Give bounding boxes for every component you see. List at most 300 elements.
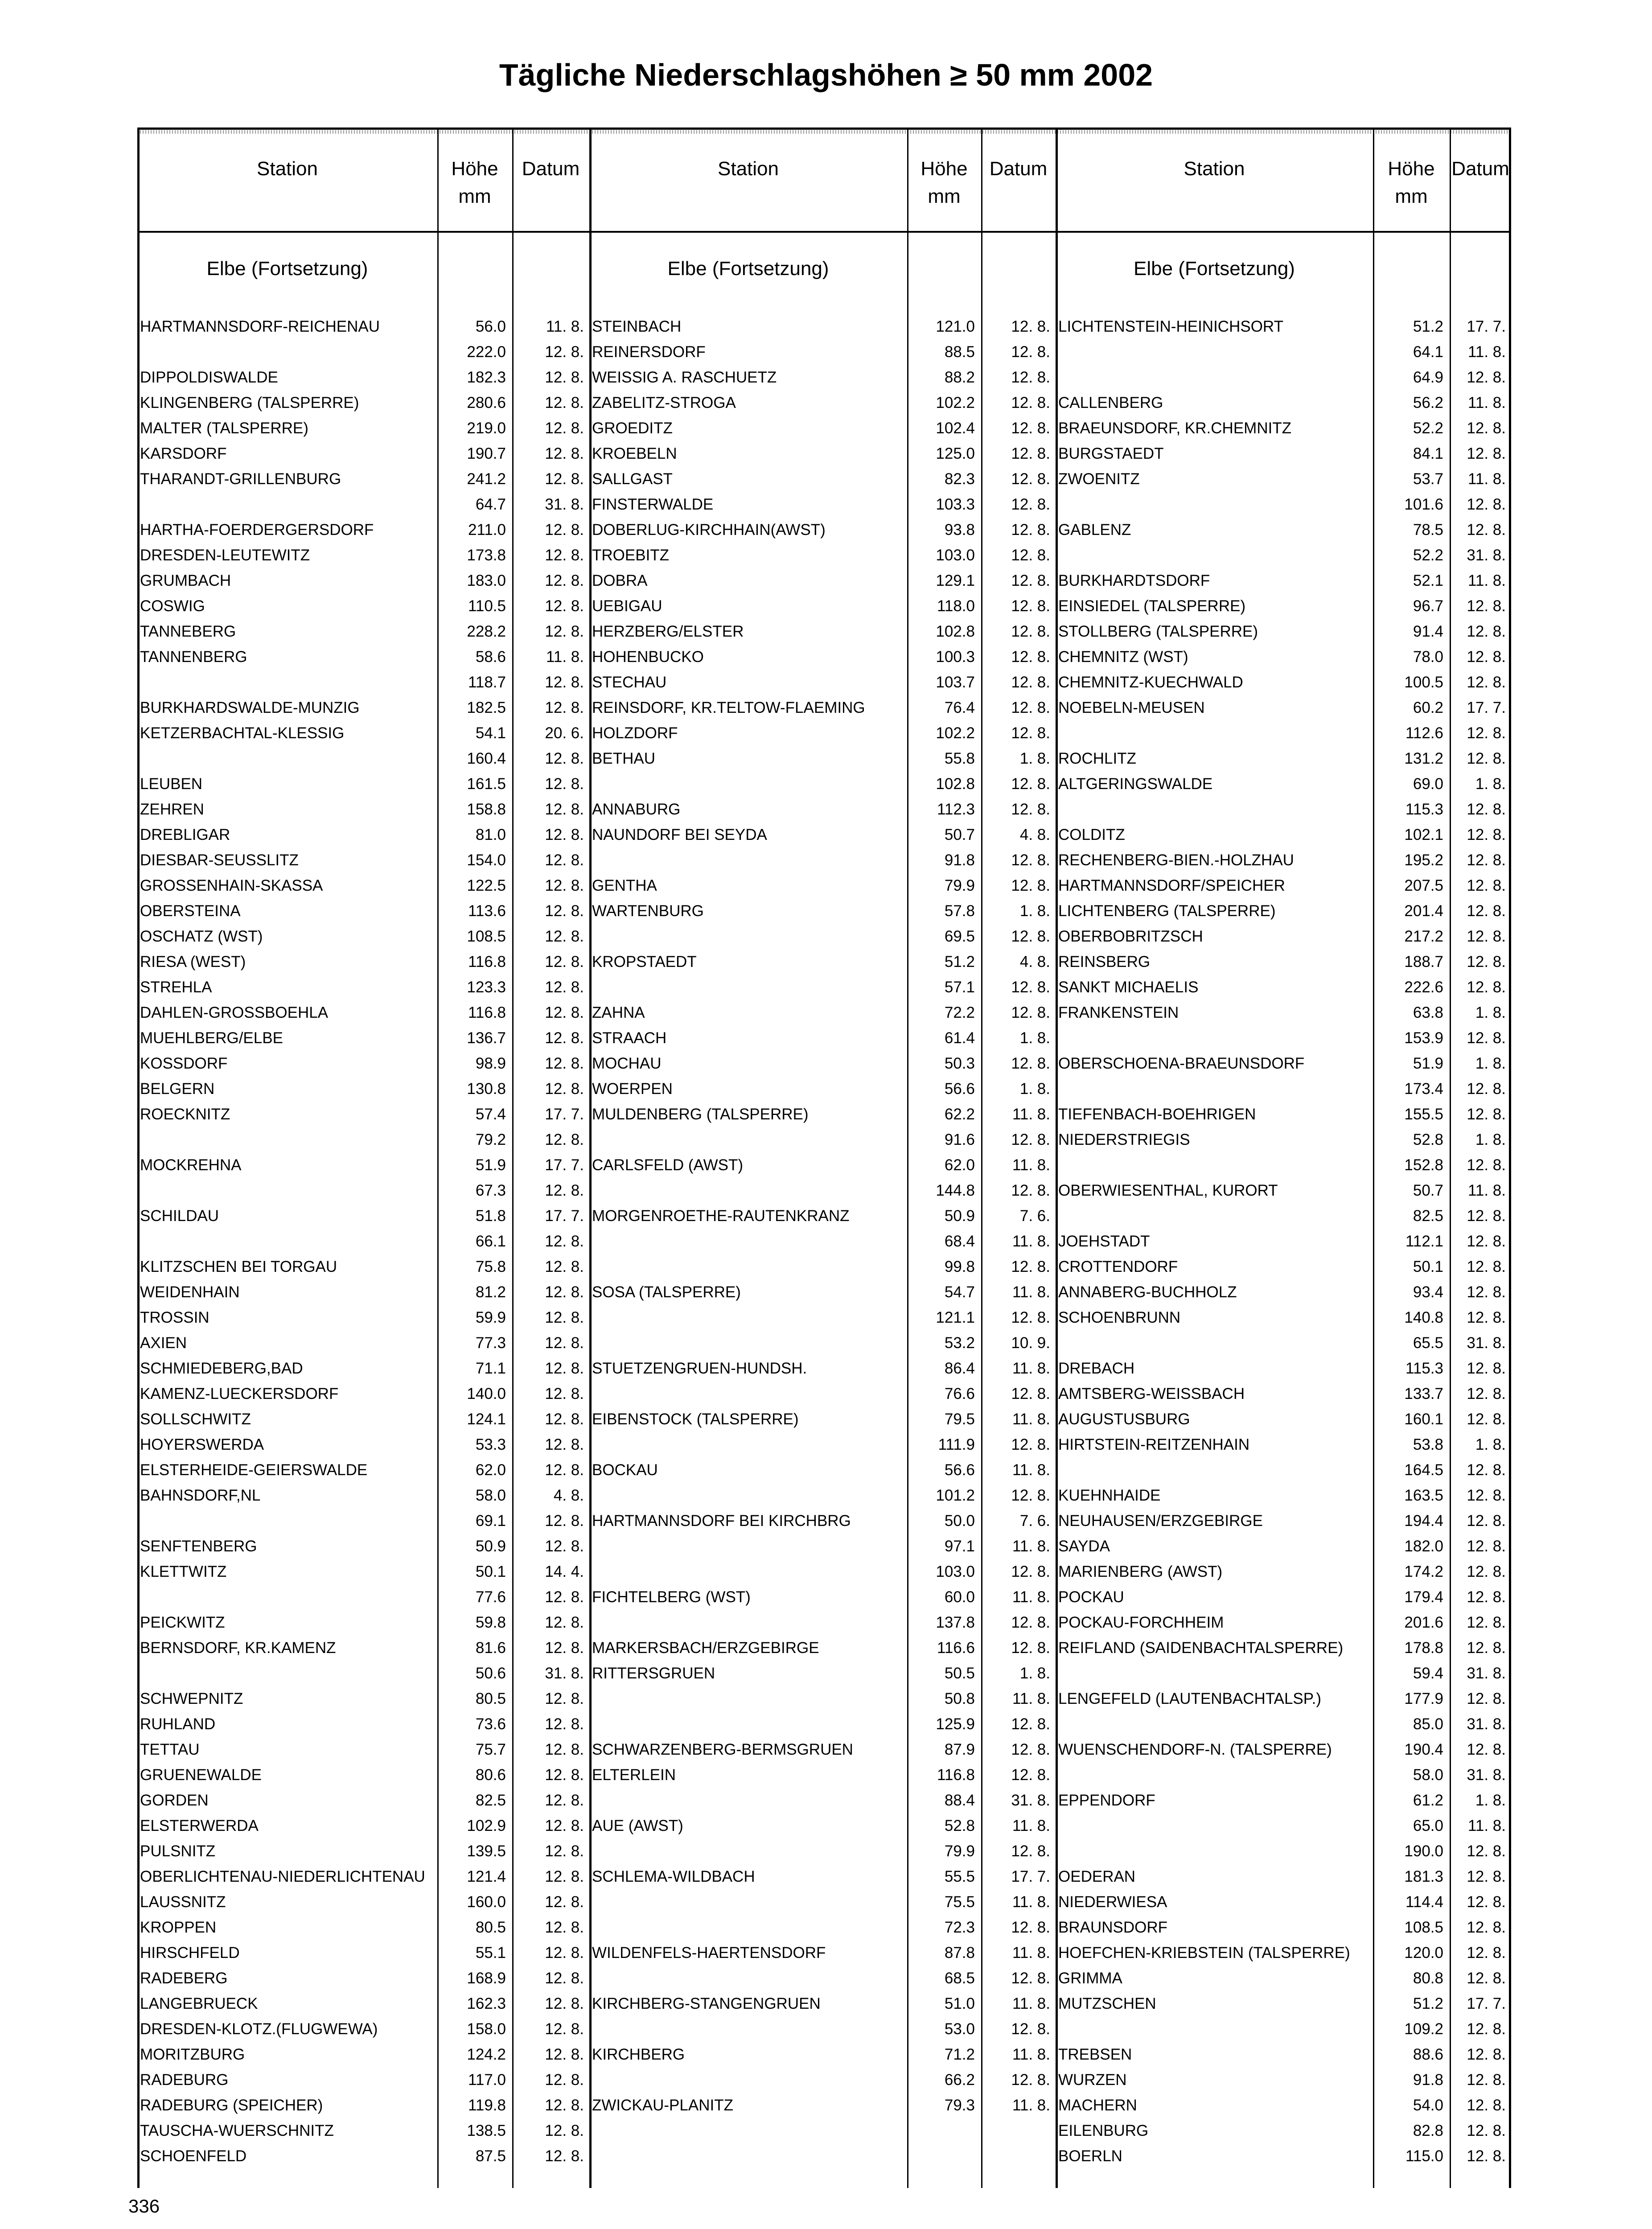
table-row [589, 1889, 1056, 1915]
date-value: 12. 8. [1467, 851, 1506, 869]
precipitation-value: 154.0 [467, 851, 506, 869]
precipitation-value: 116.6 [937, 1639, 975, 1657]
station-name: ZWOENITZ [1058, 470, 1140, 488]
station-name: SOSA (TALSPERRE) [592, 1283, 741, 1301]
date-value: 12. 8. [1011, 648, 1050, 666]
date-value: 4. 8. [553, 1487, 584, 1504]
station-name: NEUHAUSEN/ERZGEBIRGE [1058, 1512, 1263, 1530]
station-name: REIFLAND (SAIDENBACHTALSPERRE) [1058, 1639, 1344, 1657]
precipitation-value: 103.0 [936, 1563, 975, 1580]
date-value: 11. 8. [1012, 1156, 1050, 1174]
table-row [137, 1838, 589, 1864]
table-row [589, 1203, 1056, 1229]
station-name: BOERLN [1058, 2147, 1122, 2165]
table-row [137, 1178, 589, 1203]
station-name: UEBIGAU [592, 597, 662, 615]
table-row [589, 873, 1056, 898]
table-row [589, 1737, 1056, 1762]
station-name: TROEBITZ [592, 547, 670, 564]
date-value: 11. 8. [546, 648, 584, 666]
table-row [1056, 2042, 1509, 2067]
table-row [1056, 1686, 1509, 1711]
table-row [1056, 339, 1509, 365]
table-right-border [1509, 127, 1511, 2188]
precipitation-value: 173.8 [467, 547, 506, 564]
date-value: 12. 8. [545, 1690, 584, 1707]
precipitation-value: 61.2 [1413, 1792, 1443, 1809]
date-value: 12. 8. [1467, 445, 1506, 462]
table-row [589, 1051, 1056, 1076]
table-row [137, 1330, 589, 1356]
station-name: MULDENBERG (TALSPERRE) [592, 1106, 809, 1123]
precipitation-value: 162.3 [467, 1995, 506, 2012]
precipitation-value: 69.5 [944, 928, 975, 945]
date-value: 12. 8. [1467, 1156, 1506, 1174]
precipitation-value: 138.5 [467, 2122, 506, 2139]
date-value: 12. 8. [1011, 674, 1050, 691]
precipitation-value: 137.8 [936, 1614, 975, 1631]
table-row [589, 822, 1056, 847]
date-value: 12. 8. [545, 2122, 584, 2139]
table-row [137, 1711, 589, 1737]
precipitation-value: 125.0 [936, 445, 975, 462]
station-name: DOBRA [592, 572, 648, 589]
station-name: GORDEN [140, 1792, 209, 1809]
table-row [1056, 2143, 1509, 2169]
table-row [1056, 390, 1509, 415]
table-row [1056, 695, 1509, 720]
station-name: CHEMNITZ-KUECHWALD [1058, 674, 1243, 691]
precipitation-value: 102.1 [1404, 826, 1443, 843]
date-value: 12. 8. [1467, 1411, 1506, 1428]
table-row [137, 1991, 589, 2016]
precipitation-value: 115.3 [1405, 801, 1443, 818]
date-value: 12. 8. [1467, 2020, 1506, 2038]
precipitation-value: 81.0 [475, 826, 506, 843]
table-row [1056, 1000, 1509, 1025]
date-value: 12. 8. [1011, 1487, 1050, 1504]
table-row [137, 1864, 589, 1889]
precipitation-value: 100.5 [1404, 674, 1443, 691]
precipitation-value: 160.4 [467, 750, 506, 767]
precipitation-value: 98.9 [475, 1055, 506, 1072]
table-row [137, 1686, 589, 1711]
station-name: WOERPEN [592, 1080, 673, 1098]
precipitation-value: 64.9 [1413, 369, 1443, 386]
precipitation-value: 195.2 [1404, 851, 1443, 869]
date-value: 12. 8. [545, 1995, 584, 2012]
table-row [1056, 1381, 1509, 1406]
station-name: HOHENBUCKO [592, 648, 704, 666]
precipitation-value: 88.4 [944, 1792, 975, 1809]
date-value: 11. 8. [1012, 1106, 1050, 1123]
station-name: FRANKENSTEIN [1058, 1004, 1179, 1021]
precipitation-value: 82.3 [944, 470, 975, 488]
date-value: 12. 8. [1467, 2071, 1506, 2089]
precipitation-value: 130.8 [467, 1080, 506, 1098]
table-row [137, 517, 589, 543]
header-datum-1 [512, 127, 589, 233]
date-value: 10. 9. [1011, 1334, 1050, 1352]
precipitation-value: 51.0 [944, 1995, 975, 2012]
date-value: 12. 8. [1011, 419, 1050, 437]
precipitation-value: 50.9 [944, 1207, 975, 1225]
precipitation-value: 66.1 [475, 1233, 506, 1250]
date-value: 7. 6. [1019, 1512, 1050, 1530]
station-name: SCHLEMA-WILDBACH [592, 1868, 755, 1885]
precipitation-value: 124.2 [467, 2046, 506, 2063]
table-row [137, 695, 589, 720]
precipitation-value: 131.2 [1404, 750, 1443, 767]
station-name: REINSDORF, KR.TELTOW-FLAEMING [592, 699, 865, 716]
precipitation-value: 91.6 [944, 1131, 975, 1148]
table-row [589, 1915, 1056, 1940]
date-value: 31. 8. [1011, 1792, 1050, 1809]
table-row [589, 1381, 1056, 1406]
date-value: 12. 8. [1467, 1512, 1506, 1530]
precipitation-value: 155.5 [1404, 1106, 1443, 1123]
precipitation-value: 77.3 [475, 1334, 506, 1352]
date-value: 1. 8. [1475, 1792, 1506, 1809]
station-name: SANKT MICHAELIS [1058, 979, 1199, 996]
date-value: 12. 8. [545, 1004, 584, 1021]
table-row [137, 2016, 589, 2042]
precipitation-value: 80.6 [475, 1766, 506, 1784]
station-name: STECHAU [592, 674, 667, 691]
date-value: 14. 4. [545, 1563, 584, 1580]
table-row [1056, 949, 1509, 975]
table-row [589, 1406, 1056, 1432]
precipitation-value: 64.7 [475, 496, 506, 513]
header-datum-3 [1450, 127, 1511, 233]
station-name: PEICKWITZ [140, 1614, 225, 1631]
precipitation-value: 101.6 [1404, 496, 1443, 513]
table-row [137, 1915, 589, 1940]
station-name: WARTENBURG [592, 902, 704, 920]
table-row [589, 1508, 1056, 1534]
date-value: 12. 8. [545, 572, 584, 589]
date-value: 12. 8. [1011, 547, 1050, 564]
table-row [1056, 568, 1509, 593]
station-name: ZAHNA [592, 1004, 645, 1021]
station-name: DRESDEN-LEUTEWITZ [140, 547, 310, 564]
station-name: FICHTELBERG (WST) [592, 1588, 751, 1606]
date-value: 12. 8. [545, 1360, 584, 1377]
table-row [589, 314, 1056, 339]
station-name: RUHLAND [140, 1715, 216, 1733]
date-value: 12. 8. [1011, 623, 1050, 640]
date-value: 12. 8. [1011, 394, 1050, 411]
table-row [137, 1966, 589, 1991]
table-row [1056, 1152, 1509, 1178]
station-name: FINSTERWALDE [592, 496, 714, 513]
table-row [1056, 720, 1509, 746]
station-name: GABLENZ [1058, 521, 1131, 539]
header-hoehe-2 [907, 127, 981, 233]
precipitation-value: 108.5 [1404, 1919, 1443, 1936]
table-row [589, 1229, 1056, 1254]
station-name: TREBSEN [1058, 2046, 1132, 2063]
station-name: REINSBERG [1058, 953, 1151, 971]
station-name: POCKAU-FORCHHEIM [1058, 1614, 1224, 1631]
precipitation-value: 59.9 [475, 1309, 506, 1326]
precipitation-value: 67.3 [475, 1182, 506, 1199]
table-row [137, 873, 589, 898]
header-hoehe-1 [437, 127, 512, 233]
date-value: 12. 8. [545, 851, 584, 869]
precipitation-value: 91.8 [1413, 2071, 1443, 2089]
date-value: 12. 8. [1467, 902, 1506, 920]
precipitation-value: 88.5 [944, 343, 975, 361]
section-label-3: Elbe (Fortsetzung) [1134, 258, 1295, 280]
header-unit-label: mm [458, 185, 491, 207]
date-value: 12. 8. [1011, 496, 1050, 513]
date-value: 11. 8. [1012, 1360, 1050, 1377]
section-label-2: Elbe (Fortsetzung) [667, 258, 829, 280]
date-value: 12. 8. [545, 597, 584, 615]
station-name: WURZEN [1058, 2071, 1127, 2089]
table-row [589, 670, 1056, 695]
date-value: 12. 8. [545, 1334, 584, 1352]
table-row [137, 1483, 589, 1508]
station-name: ELSTERWERDA [140, 1817, 259, 1834]
date-value: 12. 8. [1011, 1182, 1050, 1199]
precipitation-value: 140.0 [467, 1385, 506, 1402]
table-row [137, 466, 589, 492]
station-name: TAUSCHA-WUERSCHNITZ [140, 2122, 334, 2139]
table-row [1056, 2118, 1509, 2143]
precipitation-value: 80.5 [475, 1690, 506, 1707]
table-row [589, 543, 1056, 568]
table-row [137, 1661, 589, 1686]
table-row [137, 492, 589, 517]
station-name: PULSNITZ [140, 1842, 216, 1860]
date-value: 11. 8. [1468, 343, 1506, 361]
table-row [589, 695, 1056, 720]
precipitation-value: 112.1 [1405, 1233, 1443, 1250]
precipitation-value: 103.7 [936, 674, 975, 691]
precipitation-value: 72.3 [944, 1919, 975, 1936]
precipitation-value: 73.6 [475, 1715, 506, 1733]
precipitation-value: 76.6 [944, 1385, 975, 1402]
date-value: 11. 8. [1468, 470, 1506, 488]
table-row [1056, 619, 1509, 644]
date-value: 12. 8. [1467, 1639, 1506, 1657]
table-row [1056, 670, 1509, 695]
precipitation-value: 56.6 [944, 1461, 975, 1479]
date-value: 12. 8. [545, 1715, 584, 1733]
precipitation-value: 60.0 [944, 1588, 975, 1606]
date-value: 12. 8. [545, 1436, 584, 1453]
header-datum-label: Datum [1451, 158, 1509, 180]
header-hoehe-label: Höhe [451, 158, 498, 180]
precipitation-value: 57.1 [944, 979, 975, 996]
date-value: 31. 8. [1467, 547, 1506, 564]
precipitation-value: 65.0 [1413, 1817, 1443, 1834]
precipitation-value: 54.0 [1413, 2097, 1443, 2114]
table-row [1056, 1229, 1509, 1254]
table-row [589, 2042, 1056, 2067]
station-name: ROECKNITZ [140, 1106, 230, 1123]
station-name: SCHWARZENBERG-BERMSGRUEN [592, 1741, 853, 1758]
table-row [589, 2093, 1056, 2118]
date-value: 12. 8. [1011, 597, 1050, 615]
station-name: DRESDEN-KLOTZ.(FLUGWEWA) [140, 2020, 378, 2038]
precipitation-value: 62.2 [944, 1106, 975, 1123]
header-station-label: Station [718, 158, 779, 180]
table-row [137, 771, 589, 797]
table-row [137, 670, 589, 695]
table-row [1056, 797, 1509, 822]
date-value: 12. 8. [1467, 623, 1506, 640]
date-value: 12. 8. [545, 750, 584, 767]
table-row [137, 1635, 589, 1661]
table-row [1056, 1102, 1509, 1127]
precipitation-value: 153.9 [1404, 1029, 1443, 1047]
precipitation-value: 164.5 [1404, 1461, 1443, 1479]
table-row [589, 1000, 1056, 1025]
station-name: HOYERSWERDA [140, 1436, 264, 1453]
precipitation-value: 72.2 [944, 1004, 975, 1021]
precipitation-value: 63.8 [1413, 1004, 1443, 1021]
station-name: NIEDERSTRIEGIS [1058, 1131, 1190, 1148]
date-value: 11. 8. [1468, 1817, 1506, 1834]
station-name: ALTGERINGSWALDE [1058, 775, 1213, 793]
table-row [1056, 1711, 1509, 1737]
station-name: HIRTSTEIN-REITZENHAIN [1058, 1436, 1250, 1453]
station-name: CHEMNITZ (WST) [1058, 648, 1188, 666]
header-hoehe-label: Höhe [1388, 158, 1435, 180]
table-row [1056, 1966, 1509, 1991]
station-name: POCKAU [1058, 1588, 1124, 1606]
date-value: 12. 8. [545, 1461, 584, 1479]
table-row [1056, 1838, 1509, 1864]
date-value: 12. 8. [545, 1538, 584, 1555]
precipitation-value: 68.5 [944, 1970, 975, 1987]
date-value: 12. 8. [545, 369, 584, 386]
table-row [1056, 1762, 1509, 1788]
precipitation-value: 178.8 [1404, 1639, 1443, 1657]
precipitation-value: 181.3 [1404, 1868, 1443, 1885]
header-unit-label: mm [1395, 185, 1428, 207]
precipitation-value: 102.4 [936, 419, 975, 437]
table-row [1056, 847, 1509, 873]
date-value: 12. 8. [545, 1893, 584, 1911]
precipitation-value: 56.2 [1413, 394, 1443, 411]
date-value: 11. 8. [1012, 2046, 1050, 2063]
precipitation-value: 53.8 [1413, 1436, 1443, 1453]
table-row [1056, 898, 1509, 924]
table-row [1056, 1305, 1509, 1330]
precipitation-value: 190.0 [1404, 1842, 1443, 1860]
date-value: 1. 8. [1019, 1029, 1050, 1047]
table-row [589, 1584, 1056, 1610]
precipitation-value: 53.2 [944, 1334, 975, 1352]
station-name: OBERBOBRITZSCH [1058, 928, 1203, 945]
table-row [1056, 746, 1509, 771]
precipitation-value: 182.3 [467, 369, 506, 386]
station-name: TROSSIN [140, 1309, 210, 1326]
precipitation-value: 188.7 [1404, 953, 1443, 971]
station-name: KROPSTAEDT [592, 953, 697, 971]
date-value: 12. 8. [1011, 1309, 1050, 1326]
date-value: 12. 8. [1467, 1258, 1506, 1275]
table-row [137, 339, 589, 365]
precipitation-value: 88.6 [1413, 2046, 1443, 2063]
station-name: DREBLIGAR [140, 826, 230, 843]
date-value: 17. 7. [1467, 1995, 1506, 2012]
table-row [589, 797, 1056, 822]
precipitation-value: 50.7 [1413, 1182, 1443, 1199]
precipitation-value: 78.0 [1413, 648, 1443, 666]
date-value: 17. 7. [545, 1106, 584, 1123]
table-row [137, 568, 589, 593]
station-name: BELGERN [140, 1080, 215, 1098]
date-value: 12. 8. [545, 1029, 584, 1047]
station-name: CARLSFELD (AWST) [592, 1156, 744, 1174]
date-value: 12. 8. [1467, 2122, 1506, 2139]
date-value: 12. 8. [545, 2046, 584, 2063]
precipitation-value: 280.6 [467, 394, 506, 411]
table-row [1056, 1076, 1509, 1102]
date-value: 12. 8. [545, 547, 584, 564]
table-row [137, 1000, 589, 1025]
station-name: MALTER (TALSPERRE) [140, 419, 308, 437]
station-name: AXIEN [140, 1334, 187, 1352]
precipitation-value: 121.1 [936, 1309, 975, 1326]
precipitation-value: 133.7 [1404, 1385, 1443, 1402]
header-station-label: Station [1184, 158, 1245, 180]
precipitation-value: 121.0 [936, 318, 975, 335]
station-name: KLINGENBERG (TALSPERRE) [140, 394, 359, 411]
precipitation-value: 54.7 [944, 1283, 975, 1301]
precipitation-value: 51.2 [1413, 318, 1443, 335]
table-row [1056, 1127, 1509, 1152]
table-row [1056, 1051, 1509, 1076]
precipitation-value: 177.9 [1404, 1690, 1443, 1707]
table-row [1056, 1432, 1509, 1457]
station-name: KUEHNHAIDE [1058, 1487, 1161, 1504]
precipitation-value: 114.4 [1405, 1893, 1443, 1911]
station-name: THARANDT-GRILLENBURG [140, 470, 341, 488]
station-name: KIRCHBERG-STANGENGRUEN [592, 1995, 821, 2012]
precipitation-value: 81.6 [475, 1639, 506, 1657]
station-name: SOLLSCHWITZ [140, 1411, 251, 1428]
header-hoehe-label: Höhe [921, 158, 968, 180]
table-row [1056, 1534, 1509, 1559]
date-value: 11. 8. [1012, 1995, 1050, 2012]
date-value: 31. 8. [1467, 1715, 1506, 1733]
table-row [589, 746, 1056, 771]
table-row [589, 2016, 1056, 2042]
precipitation-value: 219.0 [467, 419, 506, 437]
table-row [137, 1025, 589, 1051]
precipitation-value: 50.9 [475, 1538, 506, 1555]
table-row [589, 949, 1056, 975]
station-name: LAUSSNITZ [140, 1893, 226, 1911]
precipitation-value: 91.4 [1413, 623, 1443, 640]
date-value: 12. 8. [1467, 1868, 1506, 1885]
precipitation-value: 76.4 [944, 699, 975, 716]
date-value: 12. 8. [1467, 521, 1506, 539]
date-value: 12. 8. [1011, 1741, 1050, 1758]
station-name: LANGEBRUECK [140, 1995, 258, 2012]
date-value: 12. 8. [545, 979, 584, 996]
precipitation-value: 112.3 [937, 801, 975, 818]
date-value: 12. 8. [1011, 318, 1050, 335]
date-value: 12. 8. [1011, 343, 1050, 361]
precipitation-value: 228.2 [467, 623, 506, 640]
